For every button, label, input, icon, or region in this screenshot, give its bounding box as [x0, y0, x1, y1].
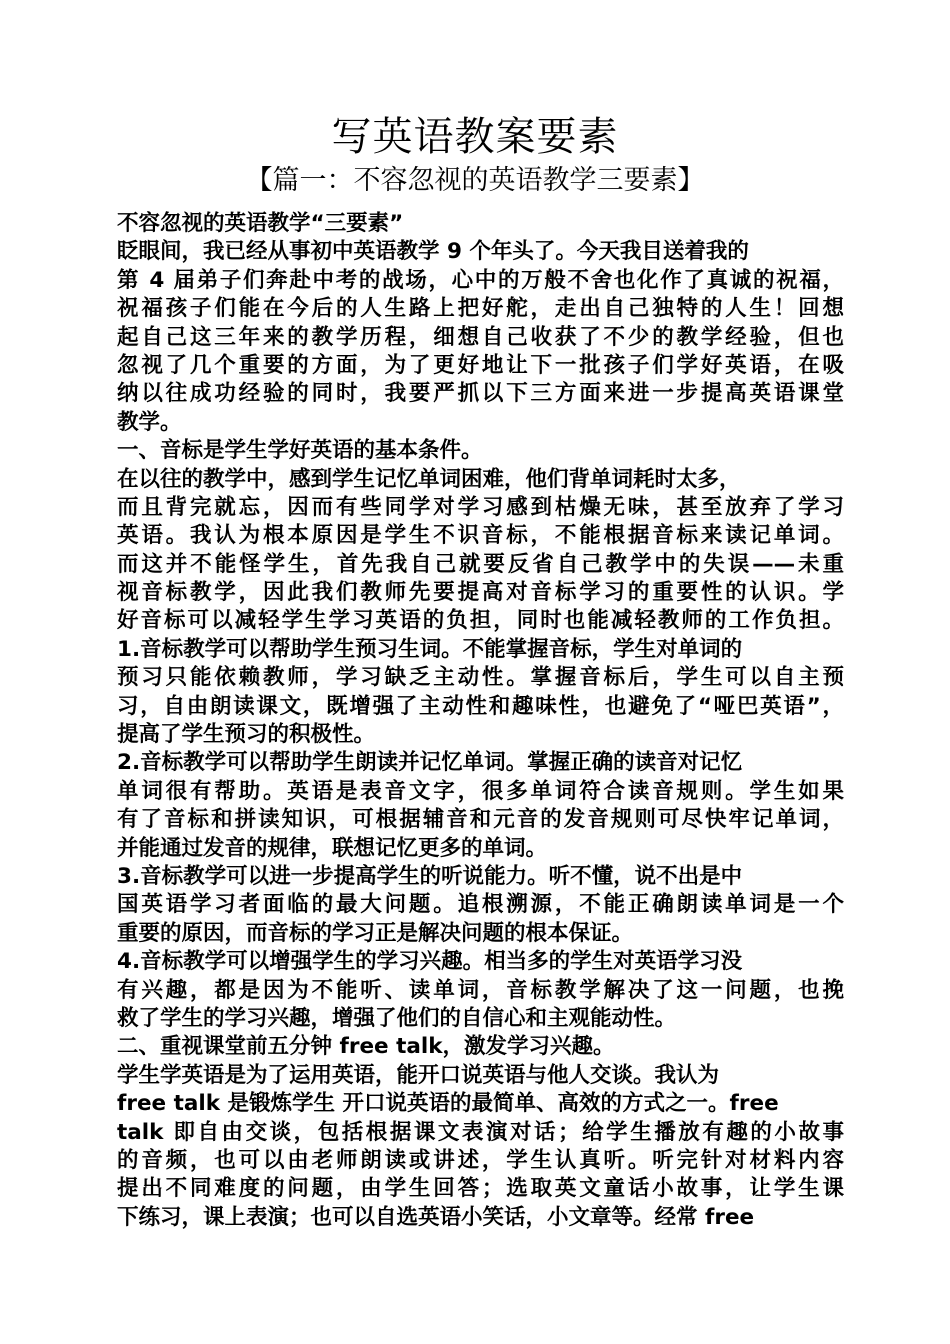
paragraph-line: 1.音标教学可以帮助学生预习生词。不能掌握音标，学生对单词的 [117, 636, 743, 662]
paragraph-line: 教学。 [117, 409, 182, 435]
paragraph-line: 眨眼间，我已经从事初中英语教学 9 个年头了。今天我目送着我的 [117, 239, 749, 265]
paragraph-line: 2.音标教学可以帮助学生朗读并记忆单词。掌握正确的读音对记忆 [117, 750, 743, 776]
paragraph-line: 纳以往成功经验的同时，我要严抓以下三方面来进一步提高英语课堂 [117, 381, 844, 407]
paragraph-line: 而这并不能怪学生，首先我自己就要反省自己教学中的失误——未重 [117, 551, 844, 577]
paragraph-line: 习，自由朗读课文，既增强了主动性和趣味性，也避免了“哑巴英语”， [117, 693, 844, 719]
section-heading: 不容忽视的英语教学“三要素” [117, 211, 404, 236]
paragraph-line: 有了音标和拼读知识，可根据辅音和元音的发音规则可尽快牢记单词， [117, 807, 844, 833]
paragraph-line: 的音频，也可以由老师朗读或讲述，学生认真听。听完针对材料内容 [117, 1147, 844, 1173]
document-body [117, 210, 844, 1232]
paragraph-line: 忽视了几个重要的方面，为了更好地让下一批孩子们学好英语，在吸 [117, 352, 844, 378]
paragraph-line: 起自己这三年来的教学历程，细想自己收获了不少的教学经验，但也 [117, 324, 844, 350]
section-heading: 二、重视课堂前五分钟 free talk，激发学习兴趣。 [117, 1034, 615, 1060]
paragraph-line: 国英语学习者面临的最大问题。追根溯源，不能正确朗读单词是一个 [117, 892, 844, 918]
document-subtitle: 【篇一：不容忽视的英语教学三要素】 [245, 165, 705, 196]
paragraph-line: 学生学英语是为了运用英语，能开口说英语与他人交谈。我认为 [117, 1062, 720, 1088]
paragraph-line: 而且背完就忘，因而有些同学对学习感到枯燥无味，甚至放弃了学习 [117, 494, 844, 520]
paragraph-line: 单词很有帮助。英语是表音文字，很多单词符合读音规则。学生如果 [117, 778, 844, 804]
paragraph-line: 有兴趣，都是因为不能听、读单词，音标教学解决了这一问题，也挽 [117, 977, 844, 1003]
paragraph-line: talk 即自由交谈，包括根据课文表演对话；给学生播放有趣的小故事 [117, 1119, 844, 1145]
document-title: 写英语教案要素 [331, 114, 619, 160]
paragraph-line: 4.音标教学可以增强学生的学习兴趣。相当多的学生对英语学习没 [117, 949, 743, 975]
paragraph-line: 在以往的教学中，感到学生记忆单词困难，他们背单词耗时太多， [117, 466, 741, 492]
paragraph-line: 重要的原因，而音标的学习正是解决问题的根本保证。 [117, 920, 634, 946]
paragraph-line: free talk 是锻炼学生 开口说英语的最简单、高效的方式之一。free [117, 1091, 779, 1117]
paragraph-line: 提高了学生预习的积极性。 [117, 722, 376, 748]
paragraph-line: 3.音标教学可以进一步提高学生的听说能力。听不懂，说不出是中 [117, 863, 743, 889]
paragraph-line: 视音标教学，因此我们教师先要提高对音标学习的重要性的认识。学 [117, 580, 844, 606]
paragraph-line: 好音标可以减轻学生学习英语的负担，同时也能减轻教师的工作负担。 [117, 608, 844, 634]
paragraph-line: 第 4 届弟子们奔赴中考的战场，心中的万般不舍也化作了真诚的祝福， [117, 267, 844, 293]
paragraph-line: 英语。我认为根本原因是学生不识音标，不能根据音标来读记单词。 [117, 523, 844, 549]
paragraph-line: 救了学生的学习兴趣，增强了他们的自信心和主观能动性。 [117, 1005, 677, 1031]
paragraph-line: 提出不同难度的问题，由学生回答；选取英文童话小故事，让学生课 [117, 1176, 844, 1202]
paragraph-line: 并能通过发音的规律，联想记忆更多的单词。 [117, 835, 548, 861]
section-heading: 一、音标是学生学好英语的基本条件。 [117, 438, 483, 464]
paragraph-line: 祝福孩子们能在今后的人生路上把好舵，走出自己独特的人生！回想 [117, 296, 844, 322]
paragraph-line: 预习只能依赖教师，学习缺乏主动性。掌握音标后，学生可以自主预 [117, 665, 844, 691]
paragraph-line: 下练习，课上表演；也可以自选英语小笑话，小文章等。经常 free [117, 1204, 755, 1230]
